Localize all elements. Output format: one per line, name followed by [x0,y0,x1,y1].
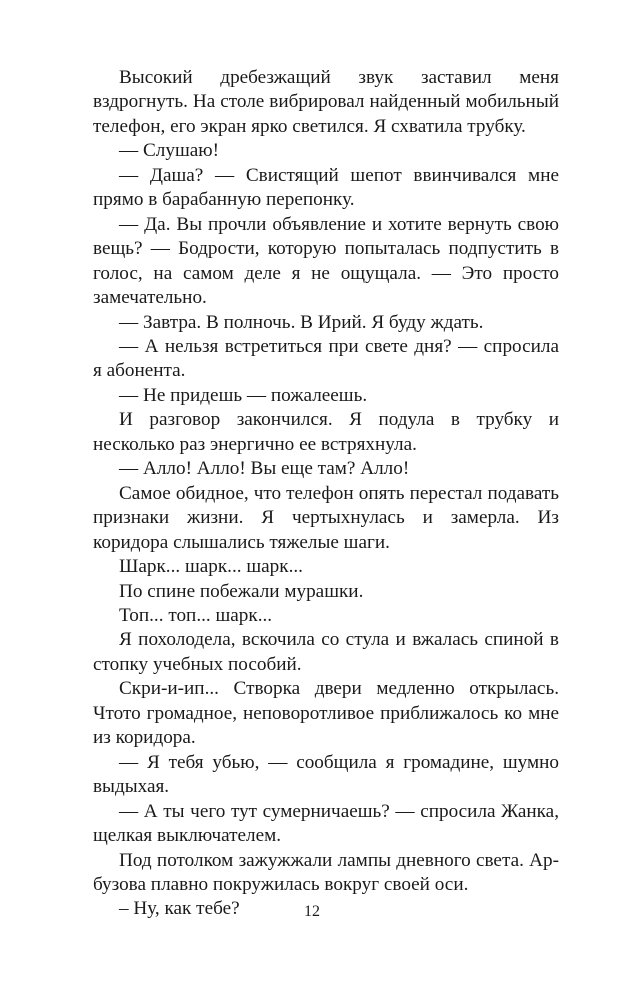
paragraph: И разговор закончился. Я подула в трубку и несколько раз энергично ее встряхнула. [93,409,559,455]
paragraph: – Ну, как тебе? [119,898,240,920]
paragraph: — Да. Вы прочли объявление и хотите вернуть свою вещь? — Бодрости, которую попыталась подпустить в голос, на самом деле я не ощущала. — Это просто замечательно. [93,213,559,309]
paragraph: — А нельзя встретиться при свете дня? — спросила я абонента. [93,335,559,382]
paragraph: — Я тебя убью, — сообщила я громадине, шумно выдыхая. [93,751,559,798]
paragraph: Скри-и-ип... Створка двери медленно открылась. Чтото громадное, неповоротливое приближалось ко мне из коридора. [93,678,559,749]
paragraph: — Даша? — Свистящий шепот ввинчивался мне прямо в барабанную перепонку. [93,164,559,211]
paragraph: — Слушаю! [119,140,219,162]
page-number: 12 [304,903,320,920]
paragraph: Шарк... шарк... шарк... [119,556,303,578]
body-text [93,66,559,922]
paragraph: Под потолком зажужжали лампы дневного света. Арбузова плавно покружилась вокруг своей оси. [93,849,559,895]
paragraph: Топ... топ... шарк... [119,604,273,626]
paragraph: — Завтра. В полночь. В Ирий. Я буду ждать. [119,311,484,333]
paragraph: Самое обидное, что телефон опять перестал подавать признаки жизни. Я чертыхнулась и замерла. Из коридора слышались тяжелые шаги. [93,482,559,553]
paragraph: По спине побежали мурашки. [119,580,364,602]
paragraph: — А ты чего тут сумерничаешь? — спросила Жанка, щелкая выключателем. [93,800,559,847]
paragraph: — Не придешь — пожалеешь. [119,384,368,406]
paragraph: Я похолодела, вскочила со стула и вжалась спиной в стопку учебных пособий. [93,629,559,675]
paragraph: Высокий дребезжащий звук заставил меня вздрогнуть. На столе вибрировал найденный мобильный телефон, его экран ярко светился. Я схватила трубку. [93,67,559,137]
paragraph: — Алло! Алло! Вы еще там? Алло! [119,458,410,480]
